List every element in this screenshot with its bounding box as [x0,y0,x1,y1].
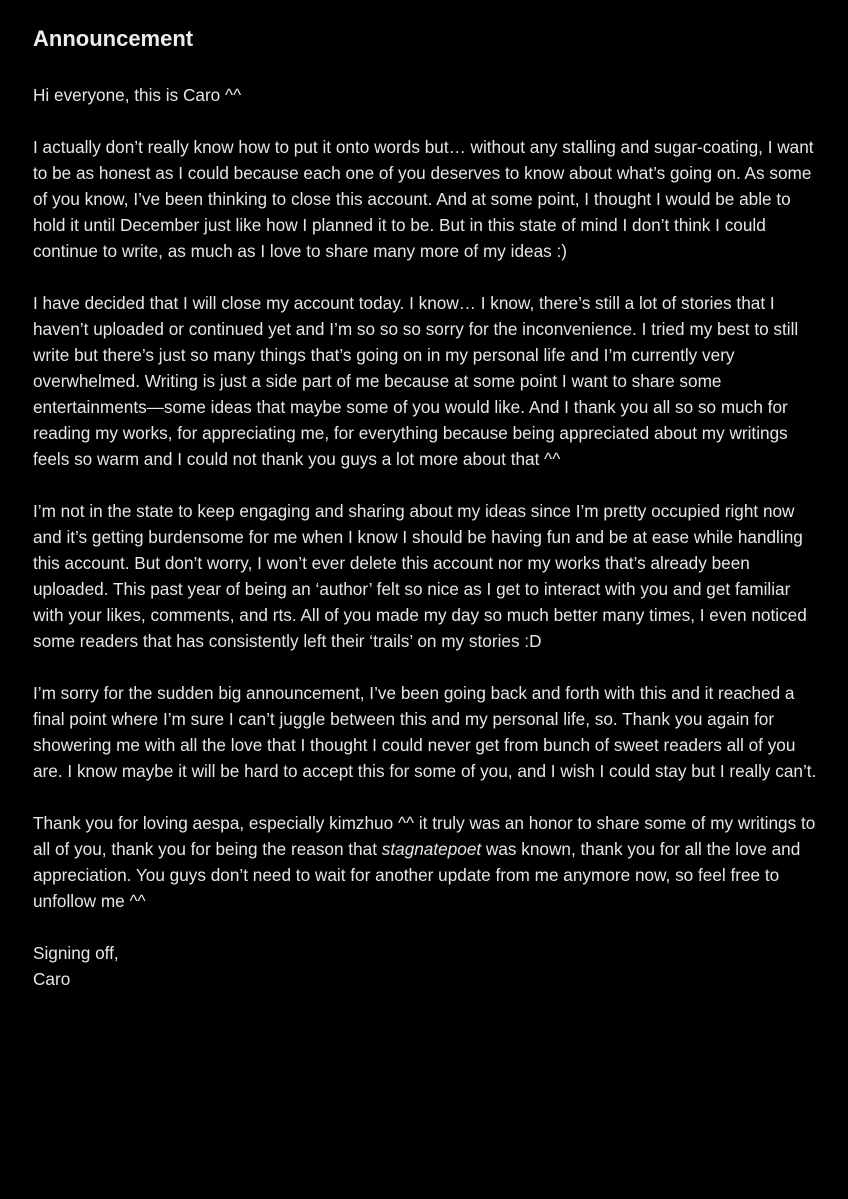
paragraph-5-text-end: was known, thank you for all the love and appreciation. You guys don’t need to wait for another update from me anymore now, so feel free to unfollow me ^^ [33,839,801,911]
signoff-line: Signing off, [33,943,119,963]
spacer [33,108,823,134]
paragraph-3: I’m not in the state to keep engaging and sharing about my ideas since I’m pretty occupied right now and it’s getting burdensome for me when I know I should be having fun and be at ease while handling this account. But don’t worry, I won’t ever delete this account nor my works that’s already been uploaded. This past year of being an ‘author’ felt so nice as I get to interact with you and get familiar with your likes, comments, and rts. All of you made my day so much better many times, I even noticed some readers that has consistently left their ‘trails’ on my stories :D [33,501,807,651]
signature-name: Caro [33,969,71,989]
document-title: Announcement [33,26,194,51]
paragraph-2: I have decided that I will close my account today. I know… I know, there’s still a lot of stories that I haven’t uploaded or continued yet and I’m so so so sorry for the inconvenience. I tried my best to still write but there’s just so many things that’s going on in my personal life and I’m currently very overwhelmed. Writing is just a side part of me because at some point I want to share some entertainments—some ideas that maybe some of you would like. And I thank you all so so much for reading my works, for appreciating me, for everything because being appreciated about my writings feels so warm and I could not thank you guys a lot more about that ^^ [33,293,799,469]
paragraph-4: I’m sorry for the sudden big announcement, I’ve been going back and forth with this and it reached a final point where I’m sure I can’t juggle between this and my personal life, so. Thank you again for showering me with all the love that I thought I could never get from bunch of sweet readers all of you are. I know maybe it will be hard to accept this for some of you, and I wish I could stay but I really can’t. [33,683,817,781]
account-name: stagnatepoet [381,839,482,859]
spacer [33,56,823,82]
greeting-paragraph: Hi everyone, this is Caro ^^ [33,85,242,105]
spacer [33,654,823,680]
spacer [33,472,823,498]
announcement-document [33,22,823,992]
spacer [33,914,823,940]
paragraph-5-text-start: Thank you for loving aespa, especially kimzhuo ^^ it truly was an honor to share some of my writings to all of you, thank you for being the reason that [33,813,816,859]
paragraph-5 [33,810,823,914]
spacer [33,264,823,290]
paragraph-1: I actually don’t really know how to put it onto words but… without any stalling and sugar-coating, I want to be as honest as I could because each one of you deserves to know about what’s going on. As some of you know, I’ve been thinking to close this account. And at some point, I thought I would be able to hold it until December just like how I planned it to be. But in this state of mind I don’t think I could continue to write, as much as I love to share many more of my ideas :) [33,137,814,261]
spacer [33,784,823,810]
